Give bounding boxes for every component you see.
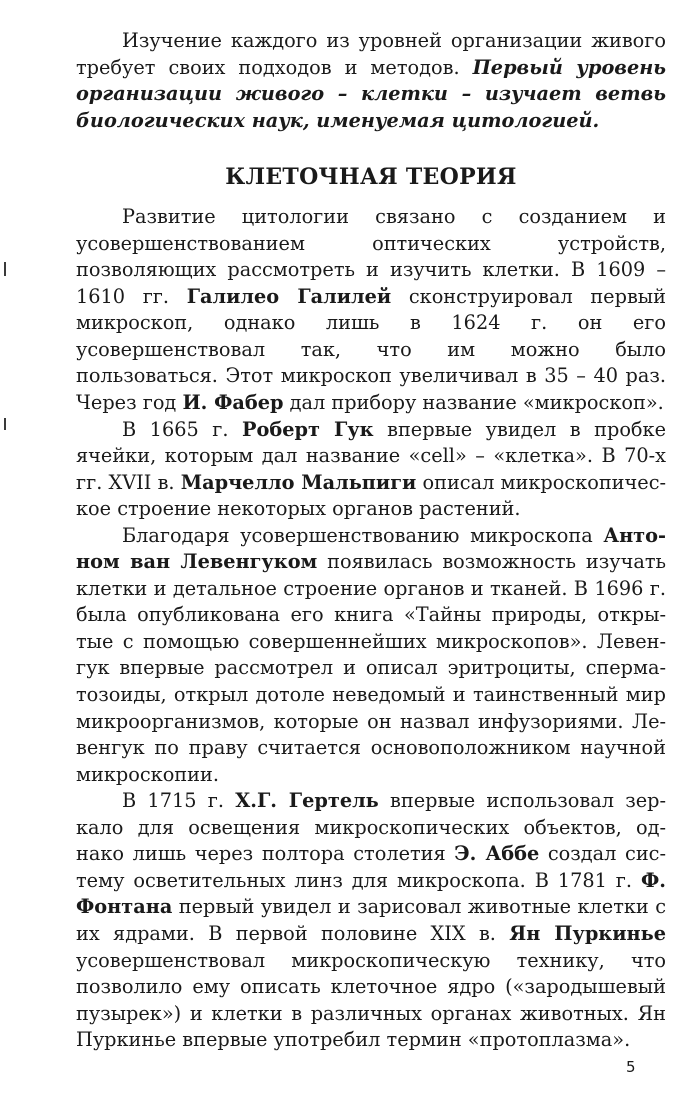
person-name: Х.Г. Гертель xyxy=(235,789,379,813)
section-heading: КЛЕТОЧНАЯ ТЕОРИЯ xyxy=(225,164,517,191)
text-run: дал прибору название «микроскоп». xyxy=(283,391,664,415)
text-run: сконструировал первый микроскоп, однако лишь в 1624 г. он его усовершенствовал так, что им можно было пользоваться. Этот микроскоп увеличивал в 35 – 40 раз. Через год xyxy=(76,284,666,415)
person-name: Роберт Гук xyxy=(242,417,374,441)
person-name: Э. Аббе xyxy=(454,842,540,866)
text-run: В 1715 г. xyxy=(122,789,236,813)
person-name: Галилео Галилей xyxy=(186,284,392,308)
text-run: Благодаря усовершенствованию микроскопа xyxy=(122,523,604,547)
text-run: усовершенствовал микроскопическую технику, что позволило ему описать клеточное ядро («зародышевый пузырек») и клетки в различных органах животных. Ян Пуркинье впервые употребил термин «протоплазма». xyxy=(76,948,666,1052)
body-paragraph xyxy=(76,523,666,788)
person-name: И. Фабер xyxy=(182,391,284,415)
body-paragraph xyxy=(76,204,666,416)
text-run: В 1665 г. xyxy=(122,417,242,441)
text-run: описал микроскопическое строение некоторых органов растений. xyxy=(76,470,667,521)
text-run: появилась возможность изучать клетки и детальное строение органов и тканей. В 1696 г. была опубликована его книга «Тайны природы, открытые с помощью совершеннейших микроскопов». Левенгук впервые рассмотрел и описал эритроциты, сперматозоиды, открыл дотоле неведомый и таинственный мир микроорганизмов, которые он назвал инфузориями. Левенгук по праву считается основоположником научной микроскопии. xyxy=(76,550,666,786)
person-name: Ф. Фонтана xyxy=(76,868,666,919)
text-run: создал систему осветительных линз для микроскопа. В 1781 г. xyxy=(76,842,666,892)
intro-text: Изучение каждого из уровней организации живого требует своих подходов и методов. xyxy=(76,29,666,79)
scan-margin-mark xyxy=(4,418,6,430)
body-paragraph xyxy=(76,417,666,523)
text-run: Развитие цитологии связано с созданием и усовершенствованием оптических устройств, позволяющих рассмотреть и изучить клетки. В 1609 – 1610 гг. xyxy=(76,205,666,308)
intro-emphasis: Первый уровень организации живого – клетки – изучает ветвь биологических наук, именуемая цитологией. xyxy=(76,55,667,132)
intro-paragraph xyxy=(76,28,666,134)
person-name: Марчелло Мальпиги xyxy=(180,470,417,494)
person-name: Ян Пуркинье xyxy=(509,921,666,945)
scan-margin-mark xyxy=(4,262,6,276)
page-number: 5 xyxy=(626,1058,636,1076)
text-run: впервые увидел в пробке ячейки, которым дал название «cell» – «клетка». В 70-х гг. XVII в. xyxy=(76,417,666,494)
body-paragraph xyxy=(76,788,666,1053)
text-body xyxy=(76,28,666,1054)
person-name: Антоном ван Левенгуком xyxy=(76,523,666,574)
text-run: первый увидел и зарисовал животные клетки с их ядрами. В первой половине XIX в. xyxy=(76,895,666,945)
text-run: впервые использовал зеркало для освещения микроскопических объектов, однако лишь через полтора столетия xyxy=(76,789,667,866)
